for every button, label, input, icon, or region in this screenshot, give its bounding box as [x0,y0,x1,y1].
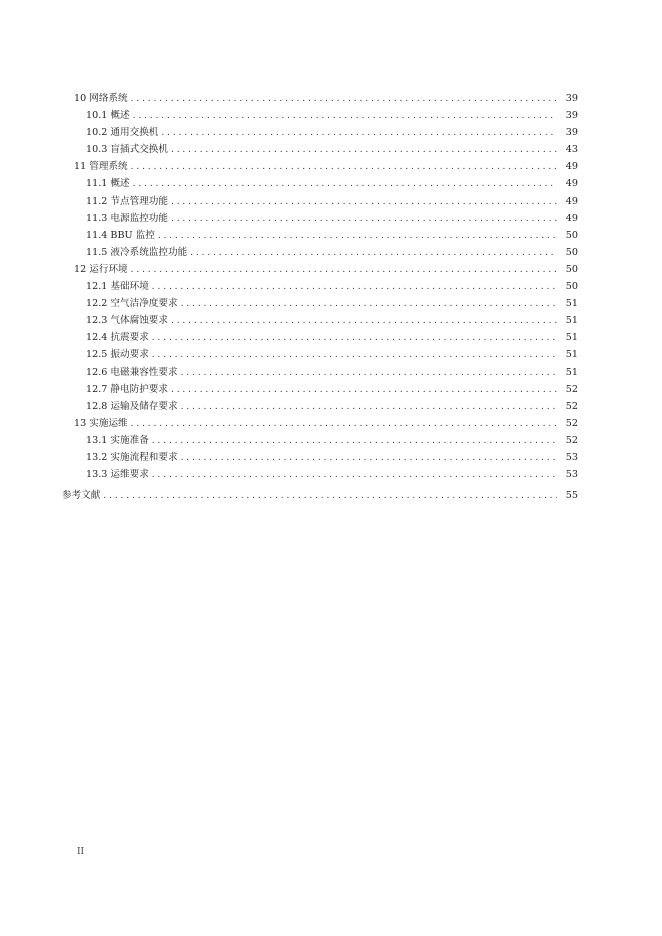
toc-entry[interactable] [62,312,578,329]
toc-entry-page: 51 [565,366,578,378]
toc-entry[interactable] [62,193,578,210]
toc-dot-leader [158,228,557,245]
toc-entry-label: 10.3 盲插式交换机 [86,144,168,156]
toc-entry-label: 10.1 概述 [86,110,130,122]
toc-entry-page: 50 [565,263,578,275]
toc-dot-leader [171,382,557,399]
toc-dot-leader [103,488,557,505]
toc-dot-leader [152,330,557,347]
toc-entry-label: 10.2 通用交换机 [86,127,159,139]
toc-entry-page: 49 [565,178,578,190]
toc-entry[interactable] [62,107,578,124]
toc-dot-leader [133,108,557,125]
table-of-contents [62,90,578,504]
toc-entry-label: 13.2 实施流程和要求 [86,451,178,463]
toc-entry-label: 11.4 BBU 监控 [86,229,155,241]
toc-entry-page: 55 [565,490,578,502]
toc-entry-label: 11.3 电源监控功能 [86,212,168,224]
toc-entry-label: 12.6 电磁兼容性要求 [86,366,178,378]
toc-entry-page: 49 [565,161,578,173]
toc-entry-page: 52 [565,417,578,429]
toc-entry-page: 51 [565,349,578,361]
toc-dot-leader [133,176,557,193]
toc-entry[interactable] [62,295,578,312]
toc-entry[interactable] [62,432,578,449]
toc-entry-label: 13.1 实施准备 [86,434,149,446]
toc-entry[interactable] [62,278,578,295]
toc-entry-page: 51 [565,332,578,344]
toc-entry[interactable] [62,158,578,175]
toc-dot-leader [171,313,557,330]
toc-entry-label: 11.1 概述 [86,178,130,190]
toc-entry-page: 50 [565,229,578,241]
toc-entry-label: 11.5 液冷系统监控功能 [86,246,188,258]
toc-dot-leader [171,194,557,211]
toc-entry[interactable] [62,244,578,261]
toc-dot-leader [131,416,557,433]
toc-entry-label: 12.7 静电防护要求 [86,383,168,395]
toc-entry-page: 51 [565,298,578,310]
toc-entry[interactable] [62,261,578,278]
toc-dot-leader [171,211,557,228]
toc-dot-leader [190,245,557,262]
toc-entry-label: 12.1 基础环境 [86,281,149,293]
toc-entry-page: 53 [565,469,578,481]
toc-entry[interactable] [62,449,578,466]
toc-entry-label: 12.5 振动要求 [86,349,149,361]
toc-entry[interactable] [62,346,578,363]
toc-dot-leader [152,279,557,296]
toc-dot-leader [161,125,557,142]
toc-entry[interactable] [62,227,578,244]
toc-entry[interactable] [62,175,578,192]
toc-entry[interactable] [62,364,578,381]
toc-entry[interactable] [62,124,578,141]
toc-entry-label: 12 运行环境 [74,263,128,275]
toc-entry-label: 13 实施运维 [74,417,128,429]
toc-entry[interactable] [62,90,578,107]
toc-entry-page: 50 [565,281,578,293]
toc-entry[interactable] [62,466,578,483]
toc-entry-page: 43 [565,144,578,156]
toc-entry[interactable] [62,398,578,415]
toc-dot-leader [171,142,557,159]
toc-entry[interactable] [62,415,578,432]
toc-dot-leader [181,365,557,382]
page-number: II [77,847,85,857]
toc-entry-label: 12.2 空气洁净度要求 [86,298,178,310]
toc-entry[interactable] [62,210,578,227]
toc-entry-label: 12.4 抗震要求 [86,332,149,344]
toc-dot-leader [131,262,557,279]
toc-entry-page: 52 [565,400,578,412]
toc-entry-label: 参考文献 [62,490,101,502]
toc-entry-label: 11.2 节点管理功能 [86,195,168,207]
toc-entry-page: 52 [565,383,578,395]
toc-entry-page: 50 [565,246,578,258]
toc-entry-label: 13.3 运维要求 [86,469,149,481]
toc-dot-leader [152,467,557,484]
toc-entry[interactable] [62,487,578,504]
toc-entry-page: 49 [565,195,578,207]
toc-dot-leader [181,296,557,313]
toc-entry-page: 52 [565,434,578,446]
toc-entry-page: 39 [565,93,578,104]
toc-dot-leader [131,91,557,108]
toc-dot-leader [181,399,557,416]
toc-entry-label: 12.8 运输及储存要求 [86,400,178,412]
toc-entry-page: 39 [565,127,578,139]
toc-entry-label: 10 网络系统 [74,93,128,104]
toc-entry-label: 11 管理系统 [74,161,128,173]
toc-entry[interactable] [62,329,578,346]
toc-entry[interactable] [62,381,578,398]
toc-dot-leader [181,450,557,467]
toc-entry-page: 51 [565,315,578,327]
toc-entry-page: 53 [565,451,578,463]
toc-dot-leader [131,159,557,176]
toc-entry-page: 39 [565,110,578,122]
toc-entry-label: 12.3 气体腐蚀要求 [86,315,168,327]
toc-entry[interactable] [62,141,578,158]
toc-entry-page: 49 [565,212,578,224]
toc-dot-leader [152,347,557,364]
toc-dot-leader [152,433,557,450]
